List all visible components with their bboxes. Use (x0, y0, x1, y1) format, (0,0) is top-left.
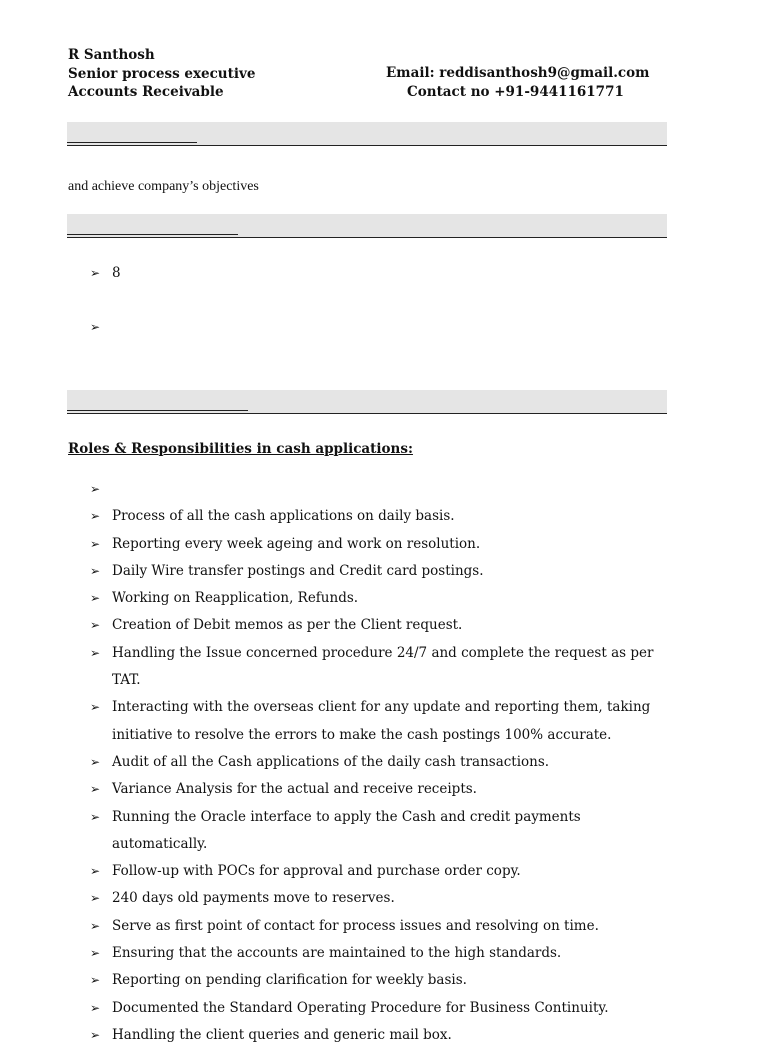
list-item (90, 995, 690, 1022)
arrowhead-bullet-icon: ➢ (90, 864, 101, 879)
list-item (90, 585, 690, 612)
section-bar-experience (67, 214, 667, 238)
arrowhead-bullet-icon: ➢ (90, 509, 101, 524)
arrowhead-bullet-icon: ➢ (90, 645, 101, 660)
experience-bullet (90, 264, 121, 282)
list-item (90, 612, 690, 639)
arrowhead-bullet-icon: ➢ (90, 591, 101, 606)
list-item (90, 804, 690, 859)
list-item (90, 749, 690, 776)
section-title-underline (67, 234, 238, 235)
list-item-text: Reporting on pending clarification for weekly basis. (112, 972, 467, 989)
list-item-text: Creation of Debit memos as per the Client request. (112, 617, 463, 634)
arrowhead-bullet-icon: ➢ (90, 754, 101, 769)
arrowhead-bullet-icon: ➢ (90, 536, 101, 551)
list-item-text: Running the Oracle interface to apply the Cash and credit payments automatically. (112, 808, 581, 852)
list-item-text: Audit of all the Cash applications of the daily cash transactions. (112, 753, 550, 770)
arrowhead-bullet-icon: ➢ (90, 563, 101, 578)
list-item (90, 503, 690, 530)
list-item-text: Interacting with the overseas client for any update and reporting them, taking initiative to resolve the errors to make the cash postings 100% accurate. (112, 699, 651, 743)
list-item (90, 640, 690, 695)
list-item-text: Serve as first point of contact for process issues and resolving on time. (112, 917, 599, 934)
section-bar-objective (67, 122, 667, 146)
section-title-underline (67, 410, 248, 411)
list-item-text: Reporting every week ageing and work on resolution. (112, 535, 481, 552)
arrowhead-bullet-icon: ➢ (90, 973, 101, 988)
section-title-underline (67, 142, 197, 143)
header-identity (68, 46, 255, 102)
list-item-text: Handling the Issue concerned procedure 24/7 and complete the request as per TAT. (112, 644, 654, 689)
candidate-title: Senior process executive (68, 65, 256, 82)
list-item (90, 776, 690, 803)
objective-text: and achieve company’s objectives (68, 179, 259, 194)
candidate-department: Accounts Receivable (68, 84, 224, 100)
list-item-text: Working on Reapplication, Refunds. (112, 590, 359, 607)
list-item-text: Documented the Standard Operating Procedure for Business Continuity. (112, 999, 609, 1016)
roles-list (90, 476, 690, 1049)
list-item (90, 531, 690, 558)
arrowhead-bullet-icon: ➢ (90, 266, 101, 280)
list-item-text: Handling the client queries and generic mail box. (112, 1026, 452, 1043)
list-item-text: Ensuring that the accounts are maintained to the high standards. (112, 945, 562, 962)
experience-bullet (90, 318, 112, 336)
list-item-text: Variance Analysis for the actual and receive receipts. (112, 781, 477, 798)
arrowhead-bullet-icon: ➢ (90, 782, 101, 797)
email-line: Email: reddisanthosh9@gmail.com (386, 65, 650, 81)
list-item-text: 240 days old payments move to reserves. (112, 890, 395, 907)
arrowhead-bullet-icon: ➢ (90, 1027, 101, 1042)
list-item-text: Process of all the cash applications on daily basis. (112, 508, 455, 525)
roles-heading: Roles & Responsibilities in cash applications: (68, 441, 413, 457)
list-item (90, 885, 690, 912)
header-contact (386, 64, 649, 101)
list-item (90, 558, 690, 585)
list-item (90, 858, 690, 885)
arrowhead-bullet-icon: ➢ (90, 320, 101, 334)
arrowhead-bullet-icon: ➢ (90, 1000, 101, 1015)
list-item (90, 694, 690, 749)
list-item (90, 967, 690, 994)
experience-bullet-text: 8 (112, 265, 121, 281)
arrowhead-bullet-icon: ➢ (90, 946, 101, 961)
list-item-text: Daily Wire transfer postings and Credit card postings. (112, 562, 484, 579)
list-item-text: Follow-up with POCs for approval and purchase order copy. (112, 863, 521, 880)
arrowhead-bullet-icon: ➢ (90, 891, 101, 906)
contact-line: Contact no +91-9441161771 (407, 83, 624, 100)
list-item (90, 1022, 690, 1049)
arrowhead-bullet-icon: ➢ (90, 700, 101, 715)
arrowhead-bullet-icon: ➢ (90, 618, 101, 633)
arrowhead-bullet-icon: ➢ (90, 809, 101, 824)
arrowhead-bullet-icon: ➢ (90, 918, 101, 933)
arrowhead-bullet-icon: ➢ (90, 482, 101, 496)
list-item (90, 476, 690, 503)
list-item (90, 913, 690, 940)
list-item (90, 940, 690, 967)
section-bar-roles (67, 390, 667, 414)
candidate-name: R Santhosh (68, 47, 155, 63)
